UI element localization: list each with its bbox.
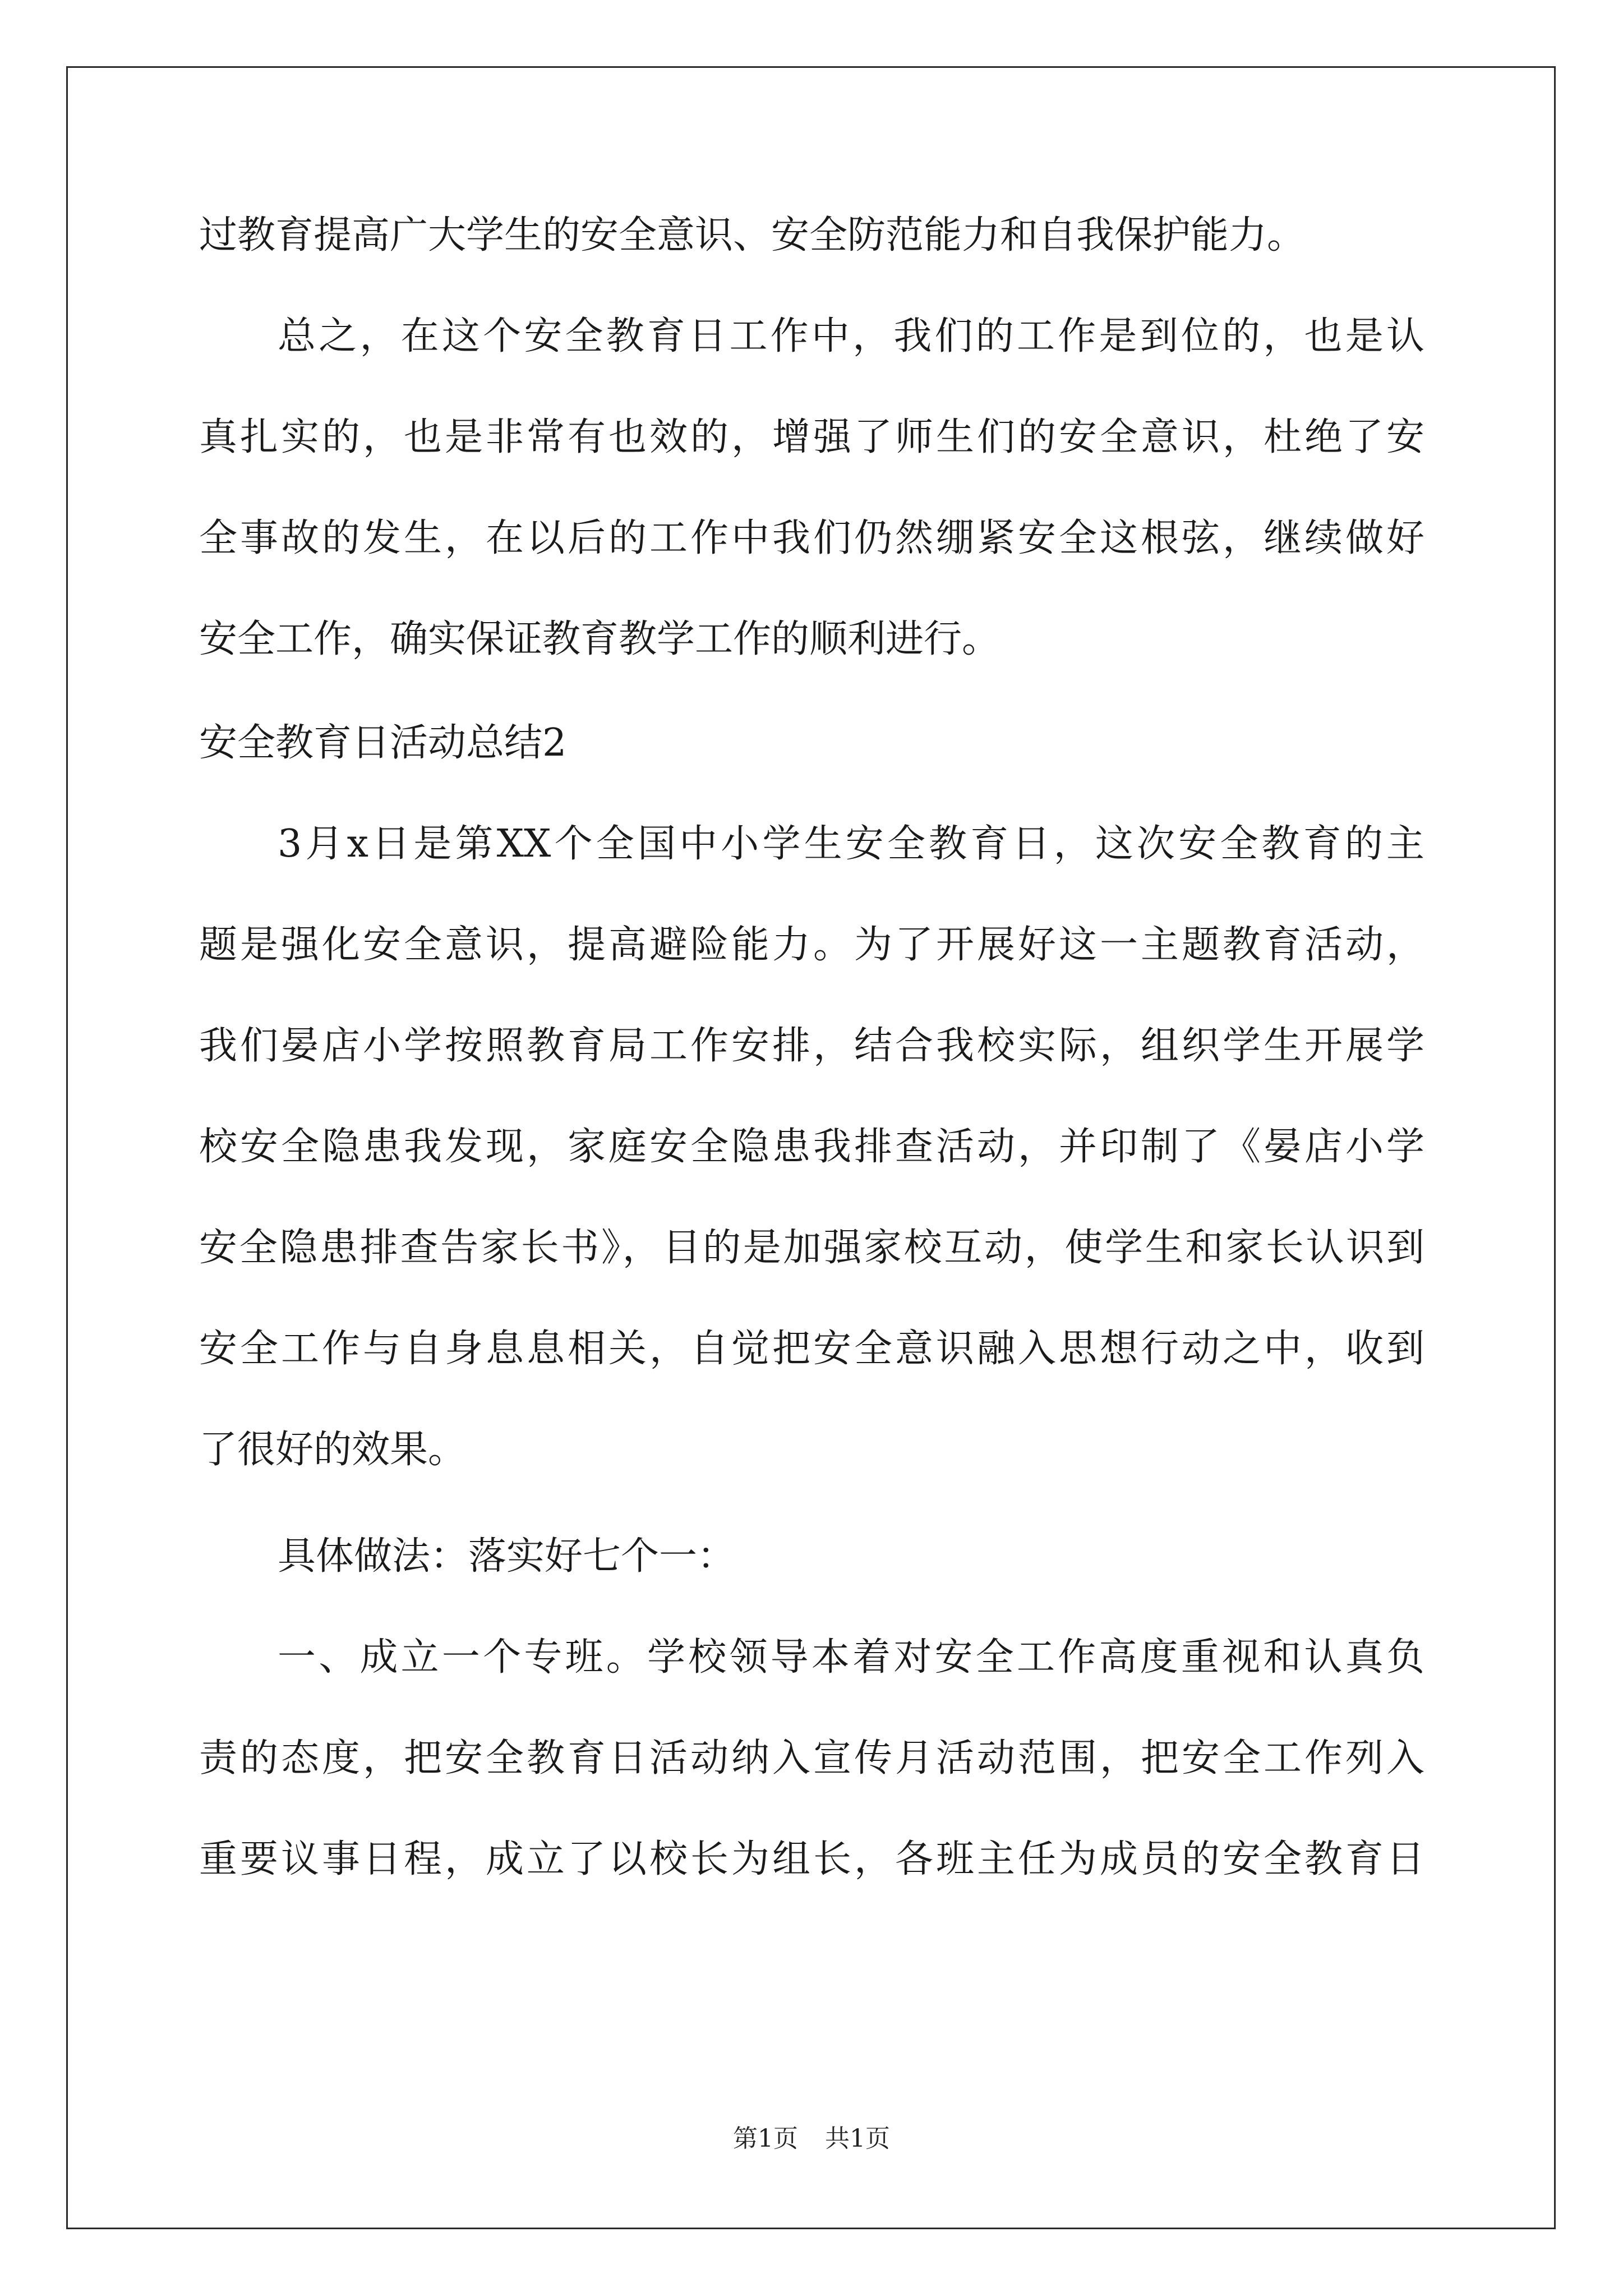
- text-line: 责的态度，把安全教育日活动纳入宣传月活动范围，把安全工作列入: [199, 1736, 1424, 1780]
- text-line: 具体做法：落实好七个一：: [278, 1534, 736, 1579]
- text-line: 真扎实的，也是非常有也效的，增强了师生们的安全意识，杜绝了安: [199, 415, 1424, 459]
- text-line: 安全工作与自身息息相关，自觉把安全意识融入思想行动之中，收到: [199, 1327, 1424, 1371]
- text-line: 过教育提高广大学生的安全意识、安全防范能力和自我保护能力。: [199, 213, 1306, 257]
- page-total: 共1页: [825, 2124, 890, 2153]
- text-line: 题是强化安全意识，提高避险能力。为了开展好这一主题教育活动，: [199, 923, 1424, 967]
- text-line: 了很好的效果。: [199, 1428, 467, 1472]
- text-line: 我们晏店小学按照教育局工作安排，结合我校实际，组织学生开展学: [199, 1024, 1424, 1068]
- text-line: 3月x日是第XX个全国中小学生安全教育日，这次安全教育的主: [278, 822, 1424, 866]
- text-line: 全事故的发生，在以后的工作中我们仍然绷紧安全这根弦，继续做好: [199, 516, 1424, 560]
- page-number: 第1页: [733, 2124, 798, 2153]
- text-line: 校安全隐患我发现，家庭安全隐患我排查活动，并印制了《晏店小学: [199, 1125, 1424, 1169]
- text-line: 安全教育日活动总结2: [199, 721, 567, 765]
- text-line: 安全隐患排查告家长书》，目的是加强家校互动，使学生和家长认识到: [199, 1226, 1424, 1270]
- text-line: 一、成立一个专班。学校领导本着对安全工作高度重视和认真负: [278, 1635, 1424, 1680]
- text-line: 总之，在这个安全教育日工作中，我们的工作是到位的，也是认: [278, 314, 1424, 358]
- text-line: 重要议事日程，成立了以校长为组长，各班主任为成员的安全教育日: [199, 1837, 1424, 1881]
- page-footer: [0, 2125, 1623, 2153]
- text-line: 安全工作，确实保证教育教学工作的顺利进行。: [199, 617, 1000, 661]
